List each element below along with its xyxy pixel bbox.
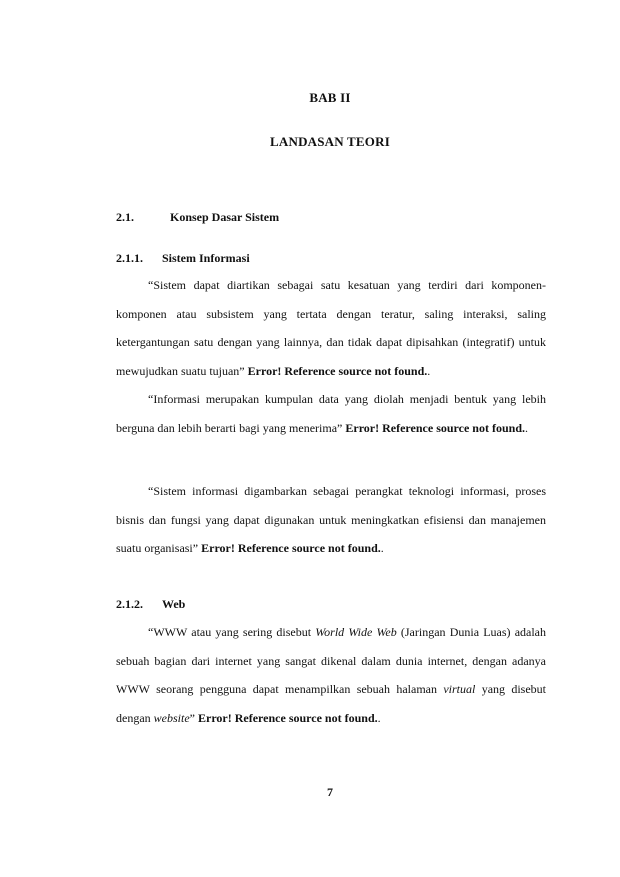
subsection-title: Sistem Informasi	[162, 251, 250, 265]
italic-term: World Wide Web	[315, 625, 397, 639]
reference-error: Error! Reference source not found.	[247, 363, 428, 378]
paragraph-end: .	[377, 710, 381, 725]
quote-close: ”	[189, 710, 195, 725]
subsection-number: 2.1.1.	[116, 251, 143, 265]
paragraph-end: .	[427, 363, 431, 378]
subsection-number: 2.1.2.	[116, 597, 143, 611]
paragraph-sistem	[116, 271, 546, 385]
paragraph-end: .	[525, 420, 528, 435]
chapter-title: LANDASAN TEORI	[270, 134, 390, 149]
subsection-title: Web	[162, 597, 186, 611]
paragraph-end: .	[380, 541, 384, 555]
italic-term: website	[153, 710, 190, 725]
paragraph-web	[116, 618, 546, 732]
reference-error: Error! Reference source not found.	[201, 541, 381, 555]
chapter-heading: BAB II	[309, 90, 351, 105]
reference-error: Error! Reference source not found.	[345, 420, 525, 435]
paragraph-text: yang disebut dengan	[116, 682, 547, 725]
paragraph-informasi	[116, 385, 546, 442]
reference-error: Error! Reference source not found.	[197, 710, 378, 725]
italic-term: virtual	[443, 682, 476, 696]
paragraph-sistem-informasi	[116, 477, 546, 563]
paragraph-text: “Sistem dapat diartikan sebagai satu kesatuan yang terdiri dari komponen-komponen atau subsistem yang tertata dengan teratur, saling interaksi, saling ketergantungan satu dengan yang lainnya, dan tidak dapat dipisahkan (integratif) untuk mewujudkan suatu tujuan”	[116, 278, 546, 378]
paragraph-text: “WWW atau yang sering disebut	[148, 625, 312, 639]
section-title: Konsep Dasar Sistem	[170, 210, 280, 224]
section-number: 2.1.	[116, 210, 134, 224]
paragraph-text: (Jaringan Dunia Luas) adalah sebuah bagian dari internet yang sangat dikenal dalam dunia internet, dengan adanya WWW seorang pengguna dapat menampilkan sebuah halaman	[116, 625, 547, 696]
page-number: 7	[327, 785, 333, 799]
paragraph-text: “Informasi merupakan kumpulan data yang diolah menjadi bentuk yang lebih berguna dan lebih berarti bagi yang menerima”	[116, 392, 546, 435]
paragraph-text: “Sistem informasi digambarkan sebagai perangkat teknologi informasi, proses bisnis dan fungsi yang dapat digunakan untuk meningkatkan efisiensi dan manajemen suatu organisasi”	[116, 484, 546, 555]
